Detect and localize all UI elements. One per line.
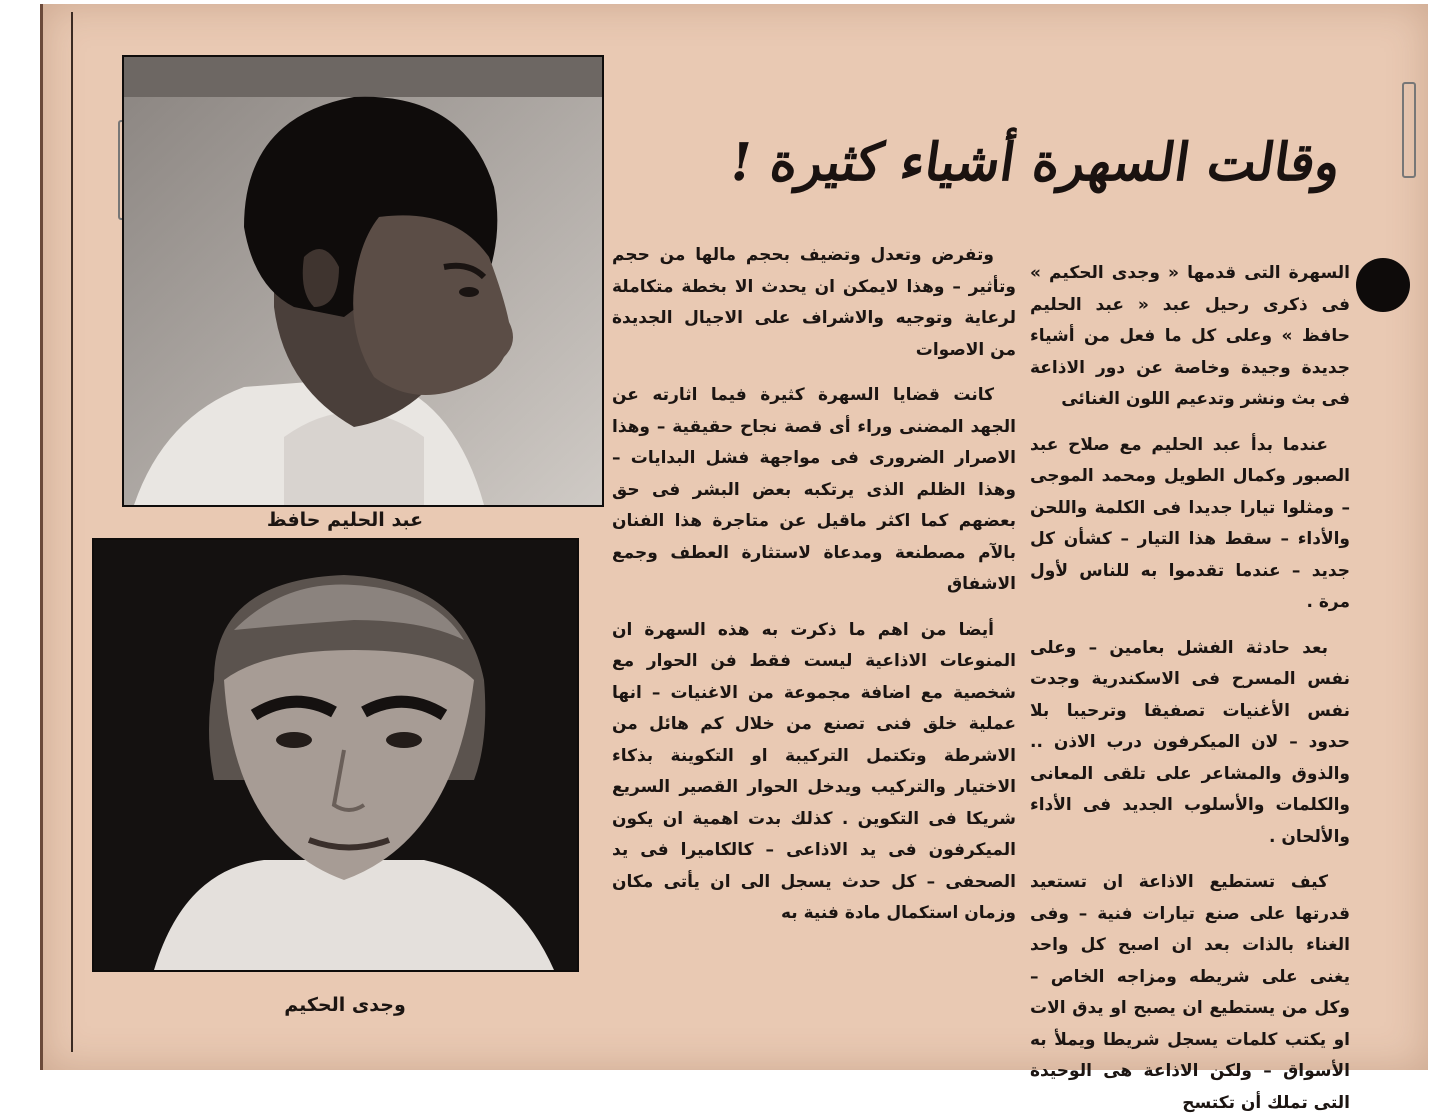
portrait-photo-abdel-halim	[122, 55, 604, 507]
paragraph: كيف تستطيع الاذاعة ان تستعيد قدرتها على صنع تيارات فنية – وفى الغناء بالذات بعد ان اصبح كل واحد يغنى على شريطه ومزاجه الخاص – وكل من يستطيع ان يصبح او يدق الات او يكتب كلمات يسجل شريطا ويملأ به الأسواق – ولكن الاذاعة هى الوحيدة التى تملك أن تكتسح	[1030, 872, 1350, 1113]
photo-caption: عبد الحليم حافظ	[266, 509, 424, 531]
headline: وقالت السهرة أشياء كثيرة !	[725, 132, 1345, 193]
paragraph: كانت قضايا السهرة كثيرة فيما اثارته عن الجهد المضنى وراء أى قصة نجاح حقيقية – وهذا الاصرار الضرورى فى مواجهة فشل البدايات – وهذا الظلم الذى يرتكبه بعض البشر فى حق بعضهم كما اكثر ماقيل عن متاجرة هذا الفنان بالآم مصطنعة ومدعاة لاستثارة العطف وجمع الاشفاق	[612, 385, 1016, 594]
portrait-illustration	[124, 57, 602, 505]
paragraph: وتفرض وتعدل وتضيف بحجم مالها من حجم وتأثير – وهذا لايمكن ان يحدث الا بخطة متكاملة لرعاية وتوجيه والاشراف على الاجيال الجديدة من الاصوات	[612, 245, 1016, 360]
article-column-middle	[612, 240, 1016, 1040]
staple-top-right	[1402, 82, 1416, 178]
paragraph: السهرة التى قدمها « وجدى الحكيم » فى ذكرى رحيل عبد « عبد الحليم حافظ » وعلى كل ما فعل من أشياء جديدة وجيدة وخاصة عن دور الاذاعة فى بث ونشر وتدعيم اللون الغنائى	[1030, 263, 1350, 409]
portrait-photo-wagdy	[92, 538, 579, 972]
portrait-illustration	[94, 540, 577, 970]
photo-caption: وجدى الحكيم	[284, 994, 406, 1016]
paragraph: عندما بدأ عبد الحليم مع صلاح عبد الصبور وكمال الطويل ومحمد الموجى – ومثلوا تيارا جديدا فى الكلمة واللحن والأداء – سقط هذا التيار – كشأن كل جديد – عندما تقدموا به للناس لأول مرة .	[1030, 434, 1350, 612]
bullet-dot-icon	[1356, 258, 1410, 312]
paragraph: أيضا من اهم ما ذكرت به هذه السهرة ان المنوعات الاذاعية ليست فقط فن الحوار مع شخصية مع اضافة مجموعة من الاغنيات – انها عملية خلق فنى تصنع من خلال كم هائل من الاشرطة وتكتمل التركيبة او التكوينة بذكاء الاختيار والتركيب ويدخل الحوار القصير السريع شريكا فى التكوين . كذلك بدت اهمية ان يكون الميكرفون فى يد الاذاعى – كالكاميرا فى يد الصحفى – كل حدث يسجل الى ان يأتى مكان وزمان استكمال مادة فنية به	[612, 619, 1016, 923]
paragraph: بعد حادثة الفشل بعامين – وعلى نفس المسرح فى الاسكندرية وجدت نفس الأغنيات تصفيقا وترحيبا بلا حدود – لان الميكرفون درب الاذن .. والذوق والمشاعر على تلقى المعانى والكلمات والأسلوب الجديد فى الأداء والألحان .	[1030, 637, 1350, 847]
article-column-right	[1030, 258, 1350, 1113]
